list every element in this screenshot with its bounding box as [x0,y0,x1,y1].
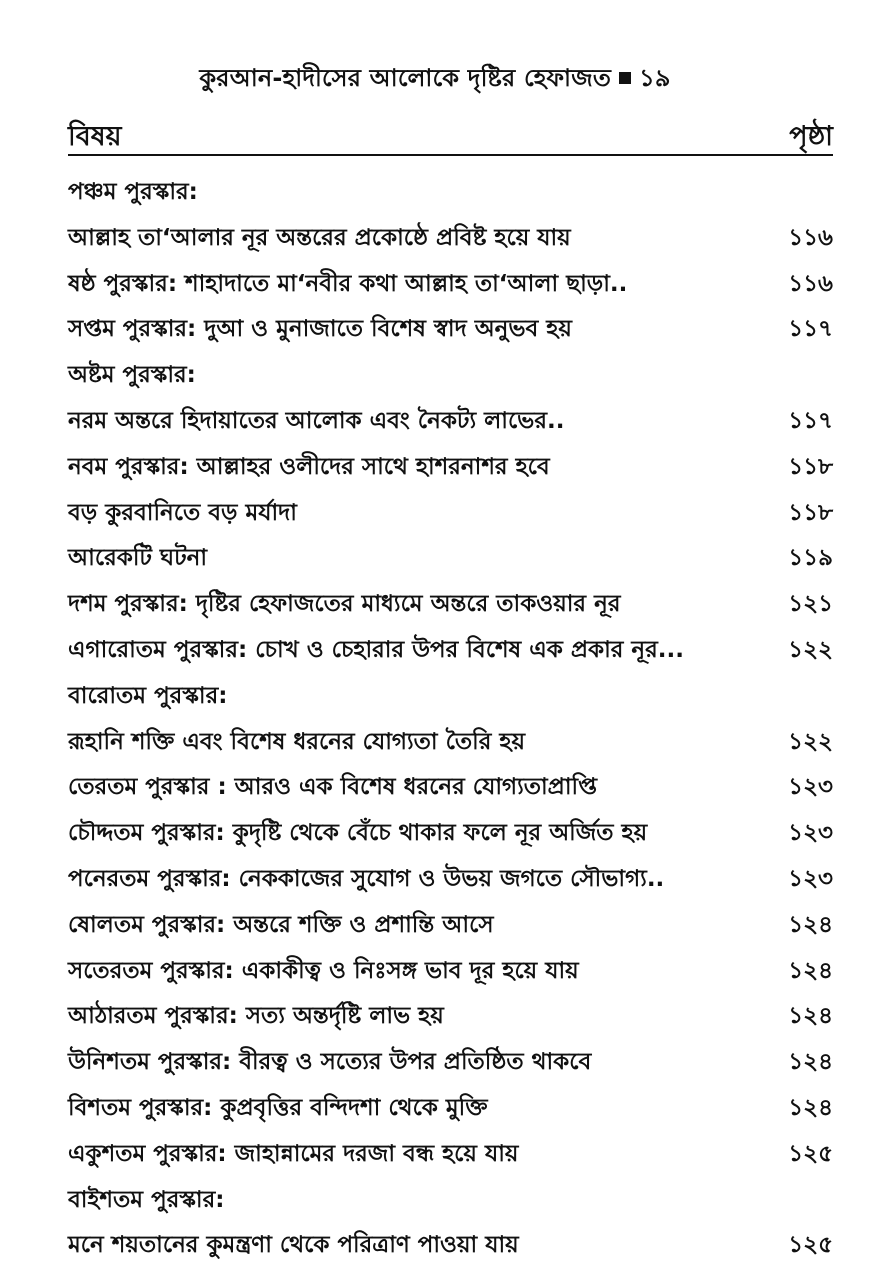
toc-entry [68,307,833,353]
page-column-label: পৃষ্ঠা [789,121,833,152]
toc-entry [68,536,833,582]
toc-entry-title: সতেরতম পুরস্কার: একাকীত্ব ও নিঃসঙ্গ ভাব দূর হয়ে যায় [68,957,579,984]
toc-entry [68,811,833,857]
toc-entry-page: ১১৭ [788,316,833,343]
toc-entry-page: ১২৪ [788,1049,833,1076]
toc-section-heading [68,170,833,216]
toc-entry-title: এগারোতম পুরস্কার: চোখ ও চেহারার উপর বিশেষ এক প্রকার নূর... [68,636,685,663]
toc-entry-title: আঠারতম পুরস্কার: সত্য অন্তর্দৃষ্টি লাভ হয় [68,1003,444,1030]
toc-entry [68,399,833,445]
toc-section-heading [68,353,833,399]
toc-entry [68,1132,833,1178]
toc-entry-page: ১২৩ [788,865,833,892]
toc-entry [68,1086,833,1132]
toc-entry-page: ১১৬ [788,270,833,297]
toc-entry-title: আল্লাহ তা‘আলার নূর অন্তরের প্রকোষ্ঠে প্রবিষ্ট হয়ে যায় [68,224,571,251]
toc-entry-title: ষোলতম পুরস্কার: অন্তরে শক্তি ও প্রশান্তি আসে [68,911,494,938]
toc-entry-title: নরম অন্তরে হিদায়াতের আলোক এবং নৈকট্য লাভের.. [68,407,565,434]
toc-entry [68,1040,833,1086]
toc-list [68,170,833,1269]
toc-entry-title: পনেরতম পুরস্কার: নেককাজের সুযোগ ও উভয় জগতে সৌভাগ্য.. [68,865,665,892]
toc-entry-page: ১১৯ [788,545,833,572]
toc-entry-page: ১২৩ [788,820,833,847]
toc-entry [68,765,833,811]
toc-entry-title: পঞ্চম পুরস্কার: [68,179,198,205]
toc-column-header [68,112,833,156]
toc-section-heading [68,1178,833,1224]
toc-entry-title: বাইশতম পুরস্কার: [68,1186,225,1213]
toc-entry [68,582,833,628]
toc-entry-page: ১২৪ [788,957,833,984]
running-head [0,60,870,100]
toc-entry-title: আরেকটি ঘটনা [68,545,208,572]
toc-entry [68,994,833,1040]
toc-entry-page: ১২২ [788,728,833,755]
toc-entry-page: ১২৫ [788,1232,833,1259]
toc-entry-page: ১১৬ [788,224,833,251]
toc-entry-page: ১২৪ [788,1003,833,1030]
toc-entry-title: নবম পুরস্কার: আল্লাহর ওলীদের সাথে হাশরনাশর হবে [68,453,550,480]
toc-entry-title: ষষ্ঠ পুরস্কার: শাহাদাতে মা‘নবীর কথা আল্লাহ তা‘আলা ছাড়া.. [68,270,628,297]
subject-column-label: বিষয় [68,121,122,152]
toc-entry-title: বারোতম পুরস্কার: [68,682,228,709]
toc-entry-page: ১২৪ [788,911,833,938]
toc-entry-title: রূহানি শক্তি এবং বিশেষ ধরনের যোগ্যতা তৈরি হয় [68,728,526,755]
toc-entry-title: চৌদ্দতম পুরস্কার: কুদৃষ্টি থেকে বেঁচে থাকার ফলে নূর অর্জিত হয় [68,820,648,847]
toc-entry [68,216,833,262]
toc-entry-page: ১২১ [788,591,833,618]
toc-section-heading [68,674,833,720]
toc-entry-title: সপ্তম পুরস্কার: দুআ ও মুনাজাতে বিশেষ স্বাদ অনুভব হয় [68,316,572,343]
toc-entry [68,628,833,674]
toc-entry-title: একুশতম পুরস্কার: জাহান্নামের দরজা বন্ধ হয়ে যায় [68,1140,519,1167]
running-head-title: কুরআন-হাদীসের আলোকে দৃষ্টির হেফাজত [199,64,612,92]
toc-entry [68,1223,833,1269]
toc-entry [68,857,833,903]
toc-entry [68,262,833,308]
toc-entry [68,949,833,995]
toc-entry-page: ১২৪ [788,1094,833,1121]
toc-entry [68,491,833,537]
toc-entry-page: ১২৩ [788,774,833,801]
toc-entry [68,445,833,491]
toc-entry [68,720,833,766]
toc-entry-page: ১১৭ [788,407,833,434]
toc-entry-title: দশম পুরস্কার: দৃষ্টির হেফাজতের মাধ্যমে অন্তরে তাকওয়ার নূর [68,591,621,618]
toc-entry-title: তেরতম পুরস্কার : আরও এক বিশেষ ধরনের যোগ্যতাপ্রাপ্তি [68,774,597,801]
toc-entry [68,903,833,949]
running-head-page-number: ১৯ [639,64,671,92]
toc-entry-title: মনে শয়তানের কুমন্ত্রণা থেকে পরিত্রাণ পাওয়া যায় [68,1232,519,1259]
toc-entry-title: বিশতম পুরস্কার: কুপ্রবৃত্তির বন্দিদশা থেকে মুক্তি [68,1094,488,1121]
toc-entry-title: উনিশতম পুরস্কার: বীরত্ব ও সত্যের উপর প্রতিষ্ঠিত থাকবে [68,1049,592,1076]
toc-entry-title: বড় কুরবানিতে বড় মর্যাদা [68,499,297,526]
toc-entry-page: ১১৮ [788,453,833,480]
toc-entry-page: ১২৫ [788,1140,833,1167]
square-bullet-icon [619,72,631,84]
toc-entry-title: অষ্টম পুরস্কার: [68,362,196,389]
toc-entry-page: ১২২ [788,636,833,663]
toc-entry-page: ১১৮ [788,499,833,526]
